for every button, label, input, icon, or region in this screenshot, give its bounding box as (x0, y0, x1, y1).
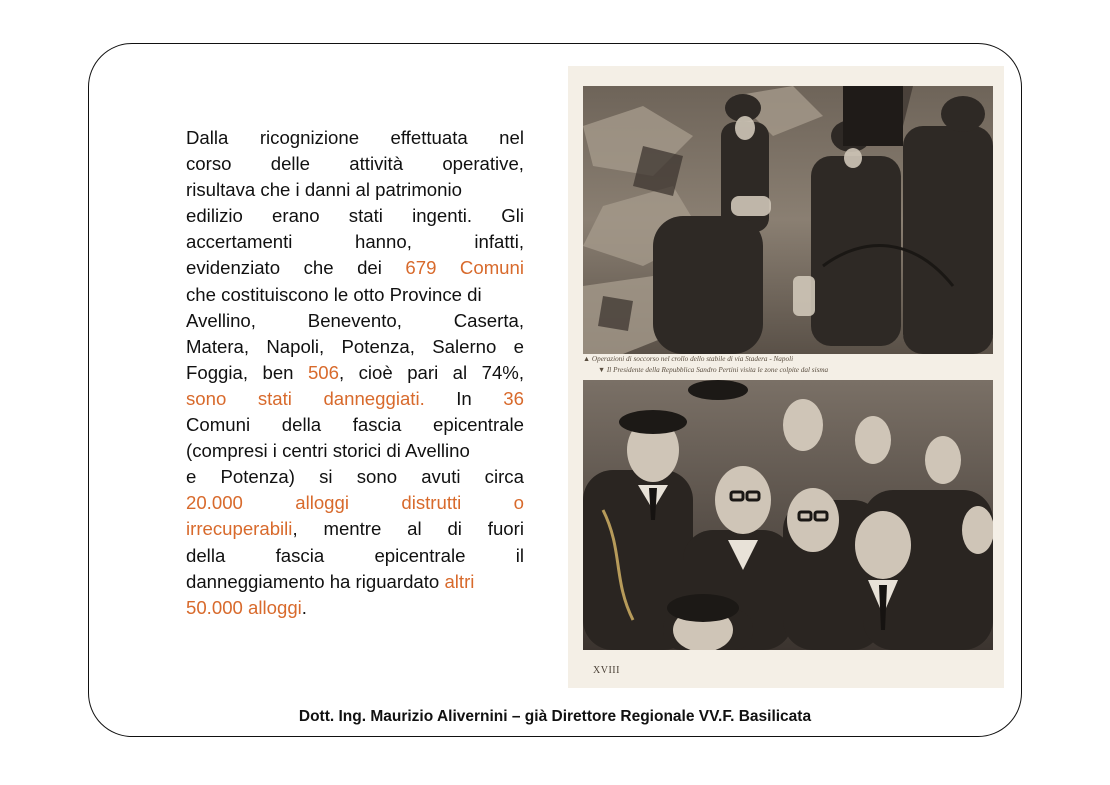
word: Napoli, (266, 335, 325, 357)
word: cioè (358, 361, 393, 383)
body-text-segment (186, 203, 243, 229)
body-line (186, 438, 524, 464)
highlighted-text (186, 597, 302, 618)
word: effettuata (390, 127, 468, 148)
word: il (515, 544, 524, 566)
body-line (186, 308, 524, 334)
body-line (186, 516, 524, 542)
body-text-segment (186, 284, 482, 305)
body-text-segment (412, 203, 472, 229)
word: evidenziato (186, 257, 281, 279)
body-text-segment (186, 464, 196, 490)
body-text-segment (391, 125, 468, 151)
highlighted-word: 20.000 (186, 492, 243, 514)
word: edilizio (186, 205, 243, 227)
highlighted-word: 50.000 alloggi (186, 596, 302, 618)
body-text-segment (276, 543, 325, 569)
body-line (186, 543, 524, 569)
word: al (407, 518, 422, 540)
body-text-segment (359, 360, 393, 386)
body-line (186, 229, 524, 255)
word: Matera, (186, 335, 250, 357)
highlighted-word: alloggi (295, 492, 349, 514)
word: mentre (323, 518, 382, 540)
body-text-segment (323, 516, 381, 542)
highlighted-word: danneggiati. (323, 387, 425, 409)
body-text-segment (482, 360, 524, 386)
book-page-number: XVIII (593, 665, 620, 676)
body-text-segment (488, 516, 524, 542)
word: risultava che i danni al patrimonio (186, 179, 462, 201)
highlighted-word: 679 (405, 257, 437, 279)
body-paragraph (186, 125, 524, 621)
body-text-segment (374, 543, 465, 569)
word: epicentrale (374, 544, 466, 566)
body-text-segment (186, 334, 249, 360)
word: danneggiamento ha riguardato (186, 570, 445, 592)
body-text-segment (453, 360, 467, 386)
highlighted-word: irrecuperabili (186, 518, 293, 540)
highlighted-text (186, 516, 298, 542)
word: ingenti. (412, 205, 473, 227)
body-text-segment (516, 543, 524, 569)
word: dei (357, 257, 382, 279)
body-text-segment (186, 571, 444, 592)
highlighted-text (503, 386, 524, 412)
body-text-segment (304, 255, 334, 281)
body-text-segment (186, 229, 292, 255)
body-line (186, 490, 524, 516)
body-text-segment (319, 464, 332, 490)
highlighted-text (444, 571, 474, 592)
highlighted-word: 36 (503, 387, 524, 409)
footer-credit: Dott. Ing. Maurizio Alivernini – già Direttore Regionale VV.F. Basilicata (298, 708, 812, 725)
body-line (186, 595, 524, 621)
body-line (186, 177, 524, 203)
body-text-segment (474, 229, 524, 255)
word: fuori (487, 518, 524, 540)
body-text-segment (442, 151, 524, 177)
highlighted-text (258, 386, 292, 412)
photo-caption-bottom: ▼ Il Presidente della Repubblica Sandro Pertini visita le zone colpite dal sisma (598, 366, 829, 374)
highlighted-word: stati (257, 387, 292, 409)
highlighted-text (186, 386, 226, 412)
body-text-segment (266, 334, 324, 360)
word: ricognizione (259, 127, 360, 148)
body-text-segment (221, 464, 295, 490)
word: che costituiscono le otto Province di (186, 283, 482, 305)
body-text-segment (501, 203, 524, 229)
word: operative, (442, 153, 524, 175)
body-line (186, 360, 524, 386)
word: Salerno (432, 335, 497, 357)
word: Comuni (186, 414, 251, 436)
body-line (186, 125, 524, 151)
body-text-segment (186, 151, 231, 177)
word: . (301, 596, 307, 618)
word: erano (272, 205, 320, 227)
body-text-segment (282, 412, 321, 438)
word: stati (348, 205, 383, 227)
word: circa (484, 466, 524, 488)
word: Foggia, (186, 361, 249, 383)
word: Potenza, (341, 335, 415, 357)
word: Benevento, (307, 309, 402, 331)
highlighted-text (405, 255, 436, 281)
body-line (186, 151, 524, 177)
word: Potenza) (220, 466, 295, 488)
body-text-segment (433, 412, 524, 438)
highlighted-text (401, 490, 461, 516)
word: e (513, 335, 524, 357)
word: sono (356, 466, 398, 488)
highlighted-word: o (513, 492, 524, 514)
word: e (186, 466, 197, 488)
word: della (186, 544, 226, 566)
body-line (186, 412, 524, 438)
highlighted-word: Comuni (459, 257, 524, 279)
word: avuti (421, 466, 461, 488)
body-text-segment (186, 440, 470, 461)
word: nel (499, 127, 524, 148)
body-text-segment (302, 597, 307, 618)
word: della (281, 414, 322, 436)
body-text-segment (353, 412, 402, 438)
highlighted-text (186, 490, 243, 516)
body-text-segment (421, 464, 460, 490)
highlighted-text (308, 360, 344, 386)
word: epicentrale (433, 414, 524, 436)
body-text-segment (271, 151, 310, 177)
body-text-segment (186, 308, 256, 334)
word: Caserta, (453, 309, 524, 331)
word: che (303, 257, 334, 279)
highlighted-text (323, 386, 424, 412)
body-text-segment (357, 464, 397, 490)
body-text-segment (357, 255, 382, 281)
body-line (186, 464, 524, 490)
body-line (186, 203, 524, 229)
body-text-segment (355, 229, 412, 255)
body-text-segment (186, 255, 280, 281)
word: Avellino, (186, 309, 256, 331)
body-text-segment (447, 516, 461, 542)
punctuation: , (339, 361, 345, 383)
word: 74%, (481, 361, 524, 383)
punctuation: , (292, 518, 298, 540)
body-line (186, 282, 524, 308)
word: al (452, 361, 468, 383)
body-text-segment (456, 386, 472, 412)
word: In (456, 387, 472, 409)
body-text-segment (432, 334, 496, 360)
word: si (319, 466, 333, 488)
president-visit-photo (583, 380, 993, 650)
body-text-segment (262, 360, 293, 386)
word: (compresi i centri storici di Avellino (186, 440, 470, 462)
highlighted-word: 506 (307, 361, 339, 383)
body-text-segment (407, 360, 438, 386)
word: Gli (501, 205, 524, 227)
body-text-segment (186, 179, 462, 200)
highlighted-text (460, 255, 524, 281)
highlighted-word: sono (186, 387, 227, 409)
body-text-segment (186, 125, 228, 151)
body-line (186, 255, 524, 281)
body-text-segment (349, 151, 403, 177)
body-text-segment (186, 543, 225, 569)
body-text-segment (349, 203, 383, 229)
body-text-segment (514, 334, 524, 360)
word: hanno, (354, 231, 412, 253)
word: fascia (352, 414, 402, 436)
word: pari (407, 361, 439, 383)
body-line (186, 334, 524, 360)
word: delle (270, 153, 311, 175)
word: fascia (275, 544, 325, 566)
body-text-segment (308, 308, 402, 334)
highlighted-word: altri (444, 570, 475, 592)
body-line (186, 569, 524, 595)
body-text-segment (186, 360, 248, 386)
body-text-segment (186, 412, 250, 438)
photo-caption-top: ▲ Operazioni di soccorso nel crollo dello stabile di via Stadera - Napoli (583, 355, 794, 363)
word: di (447, 518, 462, 540)
word: corso (186, 153, 232, 175)
body-text-segment (272, 203, 320, 229)
body-text-segment (342, 334, 415, 360)
body-text-segment (485, 464, 524, 490)
body-text-segment (499, 125, 524, 151)
word: attività (349, 153, 404, 175)
word: ben (262, 361, 294, 383)
body-text-segment (260, 125, 359, 151)
body-text-segment (454, 308, 524, 334)
body-line (186, 386, 524, 412)
highlighted-text (514, 490, 524, 516)
rescue-operations-photo (583, 86, 993, 354)
highlighted-word: distrutti (401, 492, 462, 514)
word: Dalla (186, 127, 229, 148)
body-text-segment (407, 516, 421, 542)
word: accertamenti (186, 231, 293, 253)
word: infatti, (474, 231, 524, 253)
highlighted-text (295, 490, 349, 516)
